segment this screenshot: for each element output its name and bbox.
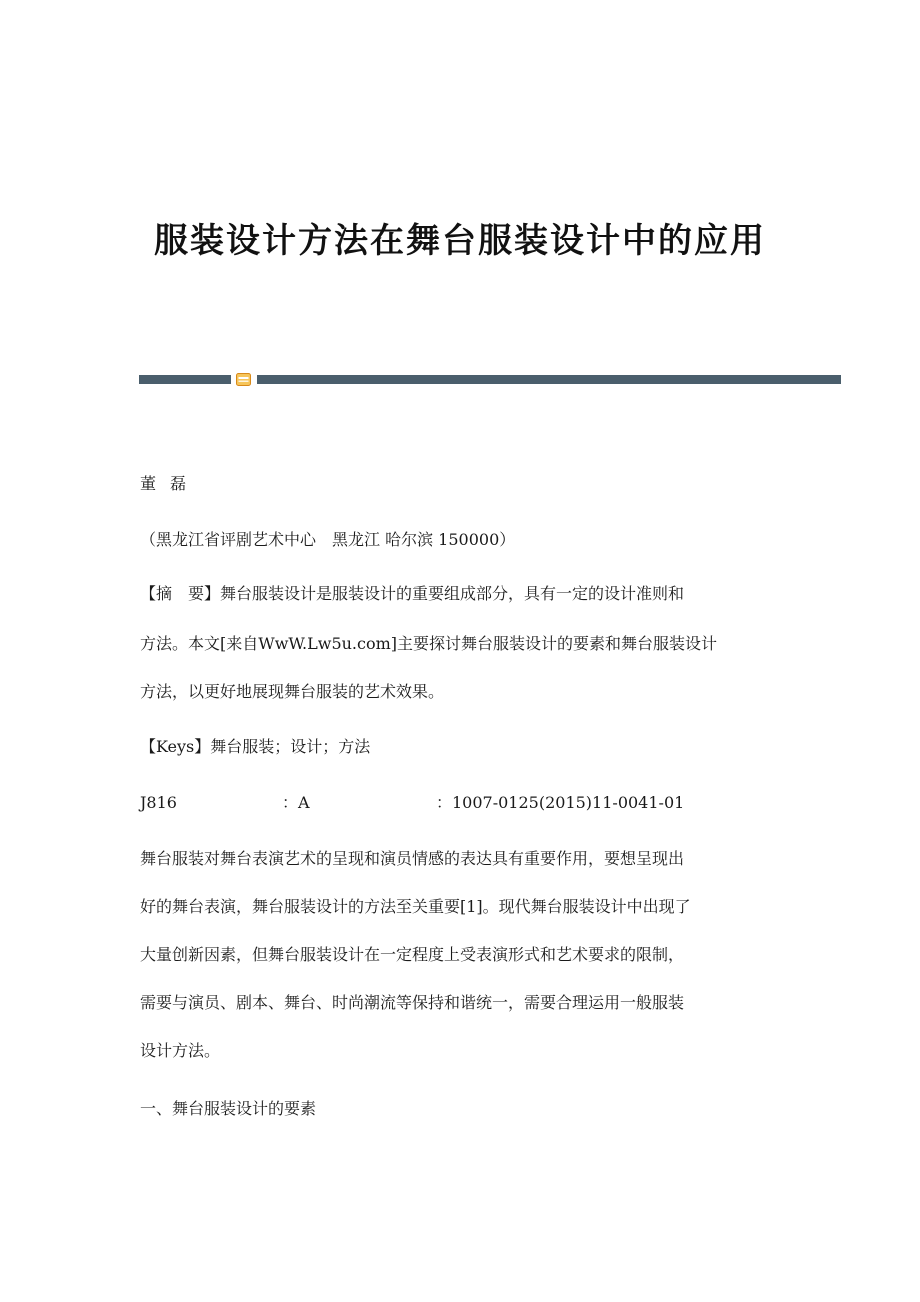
body-line: 设计方法。 [140,1041,221,1060]
abstract-line: 方法。本文[来自WwW.Lw5u.com]主要探讨舞台服装设计的要素和舞台服装设计 [140,634,718,653]
divider-bar-right [257,375,841,384]
body-line: 大量创新因素，但舞台服装设计在一定程度上受表演形式和艺术要求的限制， [140,945,685,964]
body-line: 需要与演员、剧本、舞台、时尚潮流等保持和谐统一，需要合理运用一般服装 [140,993,685,1012]
document-title: 服装设计方法在舞台服装设计中的应用 [154,221,766,261]
clc-number: J816 [140,793,177,812]
body-line: 好的舞台表演，舞台服装设计的方法至关重要[1]。现代舞台服装设计中出现了 [140,897,691,916]
title-divider [139,375,841,384]
abstract-line: 【摘 要】舞台服装设计是服装设计的重要组成部分，具有一定的设计准则和 [140,584,685,603]
classification-row [140,791,740,815]
section-heading: 一、舞台服装设计的要素 [140,1099,317,1118]
author-name: 董磊 [140,474,201,493]
document-code: ：A [282,793,310,812]
article-number: ：1007-0125(2015)11-0041-01 [436,793,685,812]
divider-bar-left [139,375,231,384]
body-line: 舞台服装对舞台表演艺术的呈现和演员情感的表达具有重要作用，要想呈现出 [140,849,685,868]
divider-ornament-icon [236,373,251,386]
keywords-line: 【Keys】舞台服装；设计；方法 [140,737,371,756]
abstract-line: 方法，以更好地展现舞台服装的艺术效果。 [140,682,445,701]
author-affiliation: （黑龙江省评剧艺术中心 黑龙江 哈尔滨 150000） [140,530,516,549]
